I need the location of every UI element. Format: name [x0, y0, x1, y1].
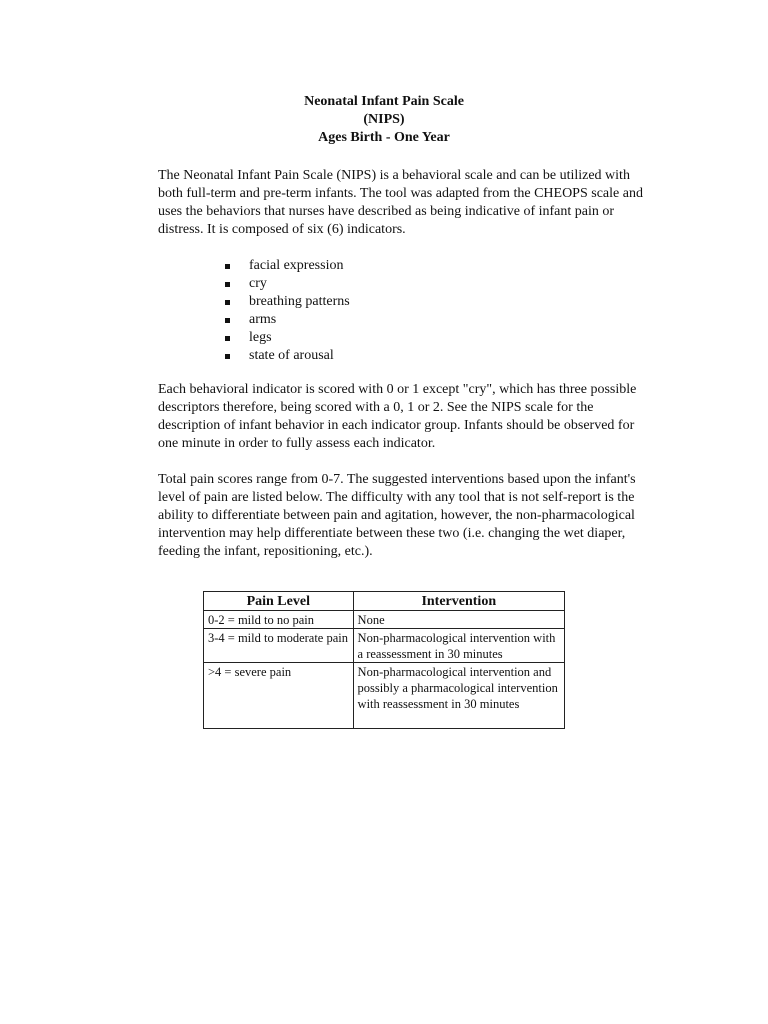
- intervention-cell: Non-pharmacological intervention with a reassessment in 30 minutes: [353, 629, 564, 663]
- list-item: [224, 347, 350, 365]
- title-line-1: Neonatal Infant Pain Scale: [304, 94, 464, 109]
- header-pain-level: Pain Level: [204, 592, 354, 611]
- pain-level-cell: 0-2 = mild to no pain: [204, 611, 354, 629]
- scoring-paragraph: [158, 381, 648, 453]
- indicator-label: breathing patterns: [249, 294, 350, 309]
- table-row: [204, 629, 565, 663]
- table-row: [204, 663, 565, 729]
- document-title: [0, 93, 768, 147]
- indicator-label: cry: [249, 276, 267, 291]
- table-row: [204, 611, 565, 629]
- intro-paragraph: [158, 167, 648, 239]
- indicator-label: legs: [249, 330, 272, 345]
- bullet-icon: [225, 318, 230, 323]
- pain-level-cell: 3-4 = mild to moderate pain: [204, 629, 354, 663]
- indicator-label: facial expression: [249, 258, 344, 273]
- interventions-paragraph: [158, 471, 648, 561]
- list-item: [224, 329, 350, 347]
- list-item: [224, 311, 350, 329]
- indicator-label: arms: [249, 312, 277, 327]
- scoring-text: Each behavioral indicator is scored with 0 or 1 except "cry", which has three possible descriptors therefore, being scored with a 0, 1 or 2. See the NIPS scale for the description of infant behavior in each indicator group. Infants should be observed for one minute in order to fully assess each indicator.: [158, 382, 637, 451]
- pain-level-cell: >4 = severe pain: [204, 663, 354, 729]
- pain-level-table: [203, 591, 565, 729]
- list-item: [224, 275, 350, 293]
- intro-text: The Neonatal Infant Pain Scale (NIPS) is a behavioral scale and can be utilized with both full-term and pre-term infants. The tool was adapted from the CHEOPS scale and uses the behaviors that nurses have described as being indicative of infant pain or distress. It is composed of six (6) indicators.: [158, 168, 643, 237]
- indicator-list: [224, 257, 350, 365]
- bullet-icon: [225, 336, 230, 341]
- title-line-2: (NIPS): [363, 112, 405, 127]
- bullet-icon: [225, 264, 230, 269]
- interventions-text: Total pain scores range from 0-7. The suggested interventions based upon the infant's level of pain are listed below. The difficulty with any tool that is not self-report is the ability to differentiate between pain and agitation, however, the non-pharmacological intervention may help differentiate between these two (i.e. changing the wet diaper, feeding the infant, repositioning, etc.).: [158, 472, 636, 559]
- intervention-cell: Non-pharmacological intervention and possibly a pharmacological intervention with reassessment in 30 minutes: [353, 663, 564, 729]
- bullet-icon: [225, 354, 230, 359]
- list-item: [224, 257, 350, 275]
- title-line-3: Ages Birth - One Year: [318, 130, 450, 145]
- bullet-icon: [225, 300, 230, 305]
- indicator-label: state of arousal: [249, 348, 334, 363]
- table-header-row: [204, 592, 565, 611]
- header-intervention: Intervention: [353, 592, 564, 611]
- list-item: [224, 293, 350, 311]
- intervention-cell: None: [353, 611, 564, 629]
- bullet-icon: [225, 282, 230, 287]
